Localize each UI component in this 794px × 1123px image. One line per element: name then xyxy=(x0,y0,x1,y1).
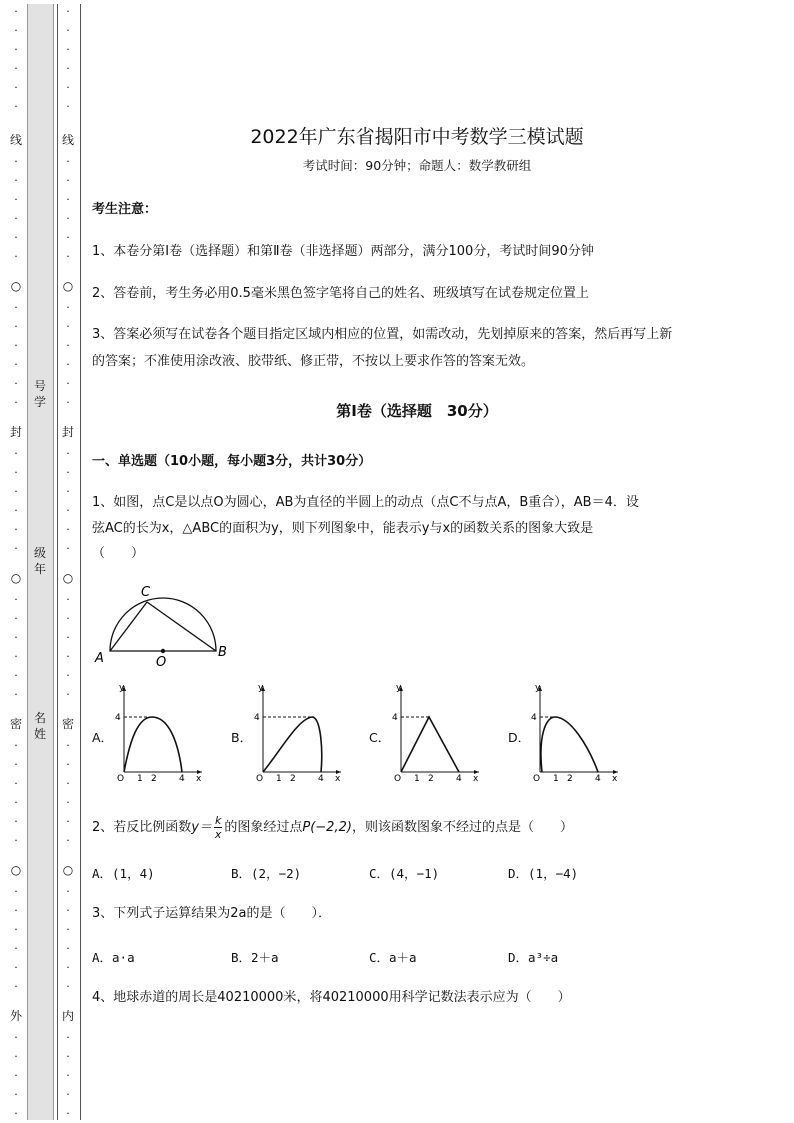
q3-option-a[interactable]: A．a·a xyxy=(92,950,135,965)
svg-text:4: 4 xyxy=(456,774,462,784)
dot-column-right: · · · · · · xyxy=(66,739,70,847)
svg-text:y: y xyxy=(119,683,125,693)
svg-text:x: x xyxy=(473,774,479,784)
notice-item-2: 2、答卷前，考生务必用0.5毫米黑色签字笔将自己的姓名、班级填写在试卷规定位置上 xyxy=(92,286,589,301)
q2-option-d[interactable]: D．(1，−4) xyxy=(508,866,579,881)
svg-text:O: O xyxy=(394,774,402,784)
svg-text:4: 4 xyxy=(392,713,398,723)
svg-text:y: y xyxy=(258,683,264,693)
q3-option-c[interactable]: C．a＋a xyxy=(369,950,417,965)
notice-item-1: 1、本卷分第Ⅰ卷（选择题）和第Ⅱ卷（非选择题）两部分，满分100分，考试时间90分钟 xyxy=(92,244,594,259)
graph-option-c[interactable] xyxy=(389,680,484,785)
q1-line1: 1、如图，点C是以点O为圆心，AB为直径的半圆上的动点（点C不与点A，B重合），AB＝4．设 xyxy=(92,495,639,510)
svg-text:O: O xyxy=(256,774,264,784)
fraction-numerator: k xyxy=(214,814,222,827)
dot-column-left: · · · · · · xyxy=(14,885,18,993)
svg-text:4: 4 xyxy=(595,774,601,784)
svg-text:1: 1 xyxy=(137,774,143,784)
q2-suffix: ，则该函数图象不经过的点是（ ） xyxy=(351,820,573,835)
q1-line3: （ ） xyxy=(92,546,145,561)
left-label-circle: ○ xyxy=(10,279,22,293)
left-label-circle: ○ xyxy=(10,863,22,877)
graph-option-a[interactable] xyxy=(112,680,207,785)
svg-text:y: y xyxy=(535,683,541,693)
svg-text:4: 4 xyxy=(179,774,185,784)
right-label-mi: 密 xyxy=(61,717,74,731)
dot-column-right: · · · · · · xyxy=(66,301,70,409)
left-label-xian: 线 xyxy=(9,133,22,147)
q2-option-a[interactable]: A．(1，4) xyxy=(92,866,155,881)
q2-question xyxy=(92,814,573,841)
notice-item-3: 3、答案必须写在试卷各个题目指定区域内相应的位置，如需改动，先划掉原来的答案，然后再写上新 xyxy=(92,327,673,342)
q1-option-c-label[interactable]: C． xyxy=(369,730,391,745)
q3-option-b[interactable]: B．2＋a xyxy=(231,950,279,965)
dot-column-left: · · · · · xyxy=(14,1031,18,1120)
right-label-circle: ○ xyxy=(62,571,74,585)
field-name[interactable]: 名姓 xyxy=(33,711,46,741)
svg-text:x: x xyxy=(196,774,202,784)
fraction-k-over-x xyxy=(214,814,222,841)
svg-text:2: 2 xyxy=(290,774,296,784)
svg-text:4: 4 xyxy=(531,713,537,723)
binding-margin xyxy=(0,0,82,1123)
svg-text:1: 1 xyxy=(414,774,420,784)
dot-column-left: · · · · · · xyxy=(14,155,18,263)
dot-column-left: · · · · · · xyxy=(14,739,18,847)
field-grade[interactable]: 级年 xyxy=(33,546,46,576)
q2-option-b[interactable]: B．(2，−2) xyxy=(231,866,302,881)
notice-item-3-cont: 的答案；不准使用涂改液、胶带纸、修正带，不按以上要求作答的答案无效。 xyxy=(92,354,535,369)
part-heading: 一、单选题（10小题，每小题3分，共计30分） xyxy=(92,454,372,469)
dot-column-left: · · · · · · xyxy=(14,301,18,409)
q3-option-d[interactable]: D．a³÷a xyxy=(508,950,559,965)
right-label-circle: ○ xyxy=(62,863,74,877)
dot-column-right: · · · · · · xyxy=(66,447,70,555)
dot-column-right: · · · · · xyxy=(66,1031,70,1120)
center-point xyxy=(161,649,165,653)
svg-text:O: O xyxy=(117,774,125,784)
field-student-number[interactable]: 号学 xyxy=(33,379,46,409)
notice-heading: 考生注意： xyxy=(92,202,158,217)
dot-column-right: · · · · · · xyxy=(66,885,70,993)
svg-text:4: 4 xyxy=(254,713,260,723)
q2-middle: 的图象经过点 xyxy=(224,820,303,835)
right-label-nei: 内 xyxy=(61,1009,74,1023)
q1-option-b-label[interactable]: B． xyxy=(231,730,253,745)
q4-question: 4、地球赤道的周长是40210000米，将40210000用科学记数法表示应为（ ） xyxy=(92,990,571,1005)
dot-column-left: · · · · · · xyxy=(14,447,18,555)
left-label-feng: 封 xyxy=(9,425,22,439)
right-label-xian: 线 xyxy=(61,133,74,147)
exam-info: 考试时间：90分钟；命题人：数学教研组 xyxy=(302,158,532,173)
right-label-feng: 封 xyxy=(61,425,74,439)
svg-text:1: 1 xyxy=(553,774,559,784)
semicircle-figure xyxy=(90,580,235,670)
dot-column-right: · · · · · · xyxy=(66,593,70,701)
q2-func-y: y＝ xyxy=(191,820,212,835)
section-title: 第Ⅰ卷（选择题 30分） xyxy=(336,402,498,420)
dot-column-right: · · · · · · xyxy=(66,5,70,113)
left-label-circle: ○ xyxy=(10,571,22,585)
label-o: O xyxy=(156,655,167,670)
label-a: A xyxy=(95,651,104,666)
q1-option-d-label[interactable]: D． xyxy=(508,730,531,745)
svg-text:2: 2 xyxy=(428,774,434,784)
graph-option-d[interactable] xyxy=(528,680,623,785)
right-label-circle: ○ xyxy=(62,279,74,293)
q1-line2: 弦AC的长为x，△ABC的面积为y，则下列图象中，能表示y与x的函数关系的图象大致是 xyxy=(92,521,594,536)
q2-prefix: 2、若反比例函数 xyxy=(92,820,192,835)
label-b: B xyxy=(218,645,227,660)
q2-point: P(−2,2) xyxy=(302,820,352,835)
svg-text:O: O xyxy=(533,774,541,784)
q2-option-c[interactable]: C．(4，−1) xyxy=(369,866,440,881)
graph-option-b[interactable] xyxy=(251,680,346,785)
page-title: 2022年广东省揭阳市中考数学三模试题 xyxy=(250,126,584,148)
svg-text:2: 2 xyxy=(567,774,573,784)
svg-text:1: 1 xyxy=(276,774,282,784)
semicircle-outline xyxy=(110,598,216,651)
left-label-wai: 外 xyxy=(9,1009,22,1023)
q3-question: 3、下列式子运算结果为2a的是（ ）． xyxy=(92,906,332,921)
svg-text:2: 2 xyxy=(151,774,157,784)
svg-text:4: 4 xyxy=(318,774,324,784)
label-c: C xyxy=(141,585,151,600)
svg-text:4: 4 xyxy=(115,713,121,723)
dot-column-left: · · · · · · xyxy=(14,593,18,701)
chord-bc xyxy=(147,602,216,651)
q1-option-a-label[interactable]: A． xyxy=(92,730,114,745)
dot-column-left: · · · · · · xyxy=(14,5,18,113)
svg-text:x: x xyxy=(335,774,341,784)
left-label-mi: 密 xyxy=(9,717,22,731)
dot-column-right: · · · · · · xyxy=(66,155,70,263)
fraction-denominator: x xyxy=(214,828,222,841)
svg-text:x: x xyxy=(612,774,618,784)
svg-text:y: y xyxy=(396,683,402,693)
